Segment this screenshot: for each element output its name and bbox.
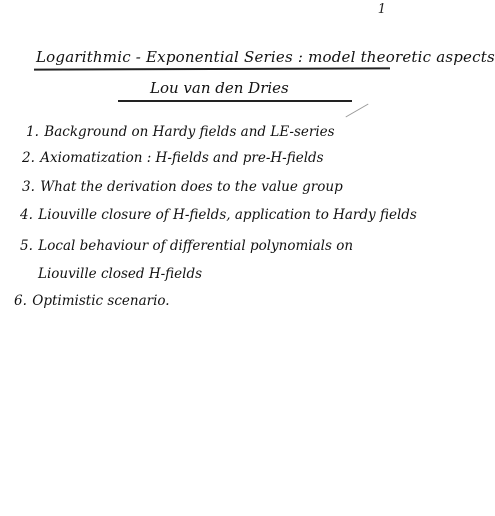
outline-item-text: Background on Hardy fields and LE-series [44,124,335,140]
outline-item [22,150,324,166]
outline-item-number: 6. [14,293,27,309]
outline-item-number: 2. [22,150,35,166]
outline-item-continuation [38,266,202,282]
outline-item-text: Axiomatization : H-fields and pre-H-fields [40,150,324,166]
outline-item-text: Liouville closure of H-fields, application to Hardy fields [38,207,417,223]
outline-item-text: What the derivation does to the value group [40,179,343,195]
outline-item [22,179,343,195]
outline-item-number: 5. [20,238,33,254]
page-number: 1 [377,2,386,17]
outline-item [26,124,335,140]
outline-item [14,293,170,309]
outline-item-number: 1. [26,124,39,140]
author-name: Lou van den Dries [150,79,289,97]
outline-item-number: 4. [20,207,33,223]
outline-item-number: 3. [22,179,35,195]
outline-item [20,207,417,223]
outline-item-text: Optimistic scenario. [32,293,170,309]
outline-item [20,238,353,254]
outline-item-text: Liouville closed H-fields [38,266,203,282]
page-title: Logarithmic - Exponential Series : model theoretic aspects [36,48,495,66]
outline-item-text: Local behaviour of differential polynomials on [38,238,354,254]
